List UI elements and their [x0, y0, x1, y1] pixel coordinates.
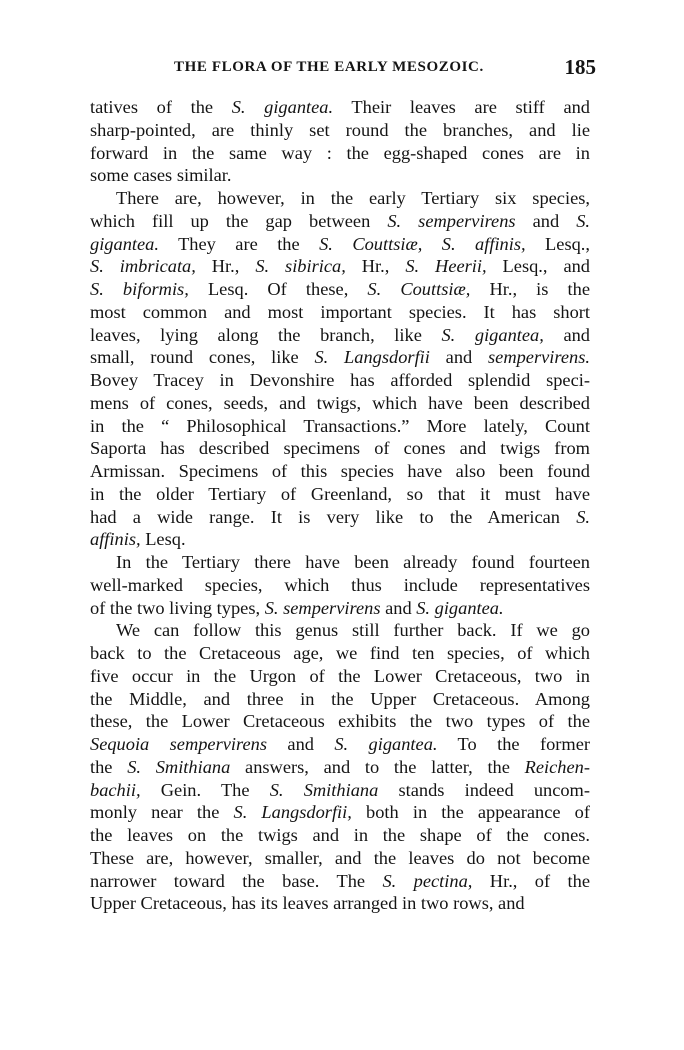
text-run: small, round cones, like: [90, 347, 315, 368]
text-run: Saporta has described specimens of cones and twigs from: [90, 438, 590, 459]
text-run: narrower toward the base. The: [90, 870, 383, 891]
italic-text: S.: [576, 210, 590, 231]
text-line: [90, 574, 590, 597]
text-run: in the “ Philosophical Transactions.” More lately, Count: [90, 415, 590, 436]
text-run: and: [429, 347, 489, 368]
text-run: both in the appearance of: [351, 802, 590, 823]
italic-text: S. Langsdorfii: [314, 347, 430, 368]
text-run: Upper Cretaceous, has its leaves arranged in two rows, and: [90, 893, 525, 914]
text-run: well-marked species, which thus include representatives: [90, 574, 590, 595]
text-line: [90, 437, 590, 460]
text-run: Hr., is the: [470, 279, 590, 299]
text-line: [90, 710, 590, 733]
text-line: [90, 346, 590, 369]
text-line: [90, 733, 590, 756]
text-run: Hr., of the: [472, 870, 590, 891]
italic-text: S. pectina,: [382, 870, 473, 891]
text-line: [90, 210, 590, 233]
text-run: monly near the: [90, 802, 234, 823]
running-title: THE FLORA OF THE EARLY MESOZOIC.: [174, 59, 484, 75]
italic-text: S. Smithiana: [127, 756, 231, 777]
text-run: These are, however, smaller, and the leaves do not become: [90, 847, 590, 868]
text-line: [90, 142, 590, 165]
italic-text: S. imbricata,: [90, 256, 196, 277]
text-run: Lesq. Of these,: [188, 279, 368, 299]
text-line: [90, 688, 590, 711]
italic-text: S. sibirica,: [255, 256, 346, 277]
text-run: To the former: [437, 734, 590, 754]
text-line: [90, 392, 590, 415]
text-line: [90, 119, 590, 142]
italic-text: affinis,: [90, 529, 141, 550]
italic-text: S. gigantea.: [334, 734, 438, 754]
text-line: [90, 551, 590, 574]
text-run: the leaves on the twigs and in the shape of the cones.: [90, 825, 590, 845]
text-line: [90, 892, 590, 915]
text-run: Their leaves are stiff and: [333, 97, 590, 117]
text-run: answers, and to the latter, the: [230, 756, 525, 777]
text-run: Lesq.,: [525, 233, 590, 254]
italic-text: gigantea.: [90, 233, 159, 254]
text-line: [90, 756, 590, 779]
text-line: [90, 164, 590, 187]
italic-text: S. gigantea,: [441, 324, 544, 345]
text-line: [90, 460, 590, 483]
italic-text: S. biformis,: [90, 279, 189, 299]
text-line: [90, 255, 590, 278]
italic-text: S. gigantea.: [416, 597, 504, 618]
text-run: the Middle, and three in the Upper Cretaceous. Among: [90, 688, 590, 709]
text-line: [90, 870, 590, 893]
text-line: [90, 665, 590, 688]
text-run: They are the: [158, 233, 320, 254]
text-run: and: [543, 324, 590, 345]
text-line: [90, 824, 590, 847]
text-run: Lesq., and: [486, 256, 590, 277]
text-run: of the two living types,: [90, 597, 265, 618]
text-run: In the Tertiary there have been already found fourteen: [116, 552, 590, 572]
italic-text: S. sempervirens: [264, 597, 381, 618]
italic-text: S. Langsdorfii,: [233, 802, 352, 823]
italic-text: Reichen-: [524, 756, 590, 777]
page-header: [90, 55, 596, 87]
text-run: in the older Tertiary of Greenland, so that it must have: [90, 483, 590, 504]
italic-text: S. Smithiana: [269, 779, 379, 800]
text-run: Armissan. Specimens of this species have also been found: [90, 461, 590, 481]
text-line: [90, 324, 590, 347]
text-run: back to the Cretaceous age, we find ten species, of which: [90, 643, 590, 663]
text-run: tatives of the: [90, 97, 232, 117]
text-line: [90, 415, 590, 438]
text-run: had a wide range. It is very like to the American: [90, 506, 577, 527]
text-run: Hr.,: [345, 256, 406, 277]
text-run: There are, however, in the early Tertiary six species,: [116, 188, 590, 208]
italic-text: Sequoia sempervirens: [90, 734, 268, 754]
text-run: most common and most important species. It has short: [90, 301, 590, 322]
text-line: [90, 96, 590, 119]
text-line: [90, 779, 590, 802]
text-line: [90, 642, 590, 665]
text-run: forward in the same way : the egg-shaped cones are in: [90, 142, 590, 163]
paragraph: [90, 96, 590, 187]
text-line: [90, 483, 590, 506]
page-number: 185: [564, 55, 596, 79]
text-run: Hr.,: [195, 256, 256, 277]
italic-text: S. Couttsiæ, S. affinis,: [319, 233, 526, 254]
text-run: the: [90, 756, 128, 777]
text-run: and: [515, 210, 577, 231]
paragraph: [90, 551, 590, 619]
text-run: these, the Lower Cretaceous exhibits the two types of the: [90, 711, 590, 732]
text-run: leaves, lying along the branch, like: [90, 324, 442, 345]
italic-text: S. Heerii,: [405, 256, 487, 277]
italic-text: S. gigantea.: [231, 97, 334, 117]
body-text: [90, 96, 590, 915]
text-run: stands indeed uncom-: [378, 779, 590, 800]
text-line: [90, 369, 590, 392]
text-run: five occur in the Urgon of the Lower Cretaceous, two in: [90, 665, 590, 686]
italic-text: S. Couttsiæ,: [367, 279, 471, 299]
paragraph: [90, 619, 590, 915]
italic-text: bachii,: [90, 779, 141, 800]
text-run: sharp-pointed, are thinly set round the branches, and lie: [90, 119, 590, 140]
text-line: [90, 187, 590, 210]
text-run: which fill up the gap between: [90, 210, 388, 231]
text-run: Lesq.: [140, 529, 186, 550]
italic-text: sempervirens.: [488, 347, 590, 368]
text-run: Bovey Tracey in Devonshire has afforded splendid speci-: [90, 370, 590, 390]
text-line: [90, 301, 590, 324]
text-run: some cases similar.: [90, 165, 232, 186]
text-line: [90, 506, 590, 529]
text-run: Gein. The: [140, 779, 270, 800]
text-line: [90, 801, 590, 824]
text-run: and: [267, 734, 335, 754]
text-run: We can follow this genus still further back. If we go: [116, 620, 590, 641]
text-line: [90, 233, 590, 256]
italic-text: S.: [576, 506, 590, 527]
text-line: [90, 278, 590, 301]
text-line: [90, 847, 590, 870]
text-line: [90, 619, 590, 642]
text-line: [90, 597, 590, 620]
text-run: mens of cones, seeds, and twigs, which have been described: [90, 392, 590, 413]
paragraph: [90, 187, 590, 551]
italic-text: S. sempervirens: [387, 210, 516, 231]
text-line: [90, 528, 590, 551]
text-run: and: [380, 597, 417, 618]
